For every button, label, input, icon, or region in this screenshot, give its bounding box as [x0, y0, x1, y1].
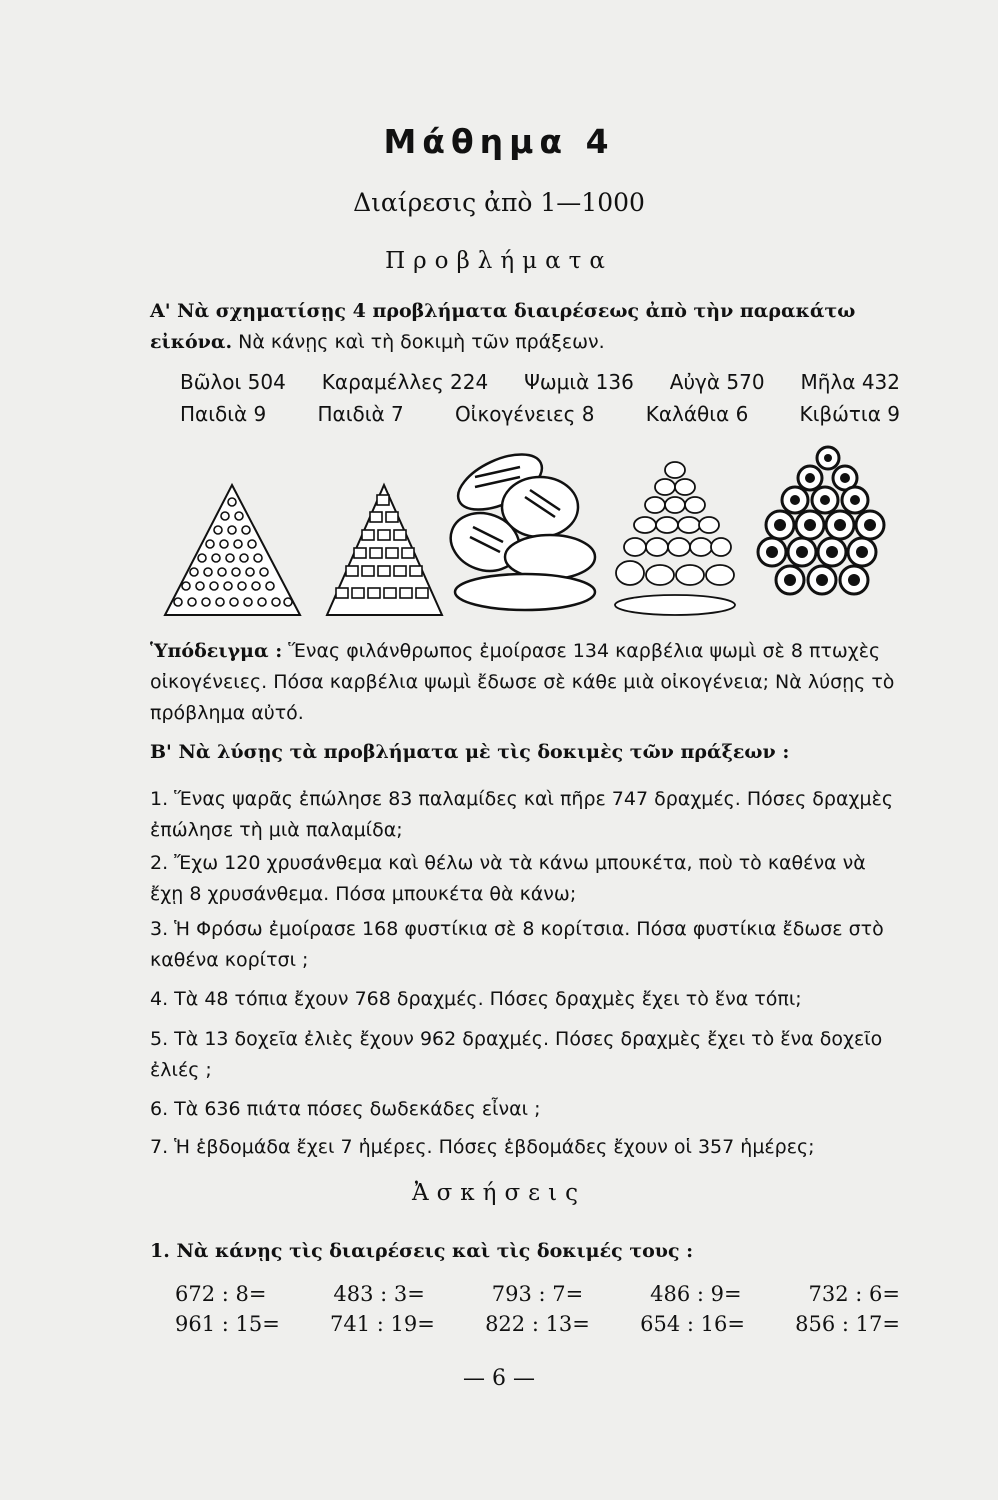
eggs-pile-illustration	[605, 455, 745, 620]
item-children-2: Παιδιὰ 7	[317, 402, 404, 426]
lesson-subtitle: Διαίρεσις ἀπὸ 1—1000	[353, 188, 645, 217]
division-item: 793 : 7=	[491, 1282, 584, 1306]
example-text: Ἕνας φιλάνθρωπος ἐμοίρασε 134 καρβέλια ψωμὶ σὲ 8 πτωχὲς οἰκογένειες. Πόσα καρβέλια ψωμὶ ἔδωσε σὲ κάθε μιὰ οἰκογένεια; Νὰ λύσῃς τὸ πρόβλημα αὐτό.	[150, 640, 895, 724]
division-item: 654 : 16=	[640, 1312, 745, 1336]
divisions-row-1	[175, 1282, 900, 1306]
section-a-rest: Νὰ κάνῃς καὶ τὴ δοκιμὴ τῶν πράξεων.	[238, 331, 605, 353]
item-children-1: Παιδιὰ 9	[180, 402, 267, 426]
apples-pile-illustration	[750, 440, 900, 600]
division-item: 732 : 6=	[808, 1282, 900, 1306]
problem-3: 3. Ἡ Φρόσω ἐμοίρασε 168 φυστίκια σὲ 8 κορίτσια. Πόσα φυστίκια ἔδωσε στὸ καθένα κορίτσι ;	[150, 918, 884, 971]
division-item: 486 : 9=	[650, 1282, 742, 1306]
section-a-instruction	[150, 296, 895, 358]
item-eggs: Αὐγὰ 570	[669, 370, 765, 394]
item-marbles: Βῶλοι 504	[180, 370, 286, 394]
problem-6: 6. Τὰ 636 πιάτα πόσες δωδεκάδες εἶναι ;	[150, 1098, 541, 1120]
problem-4: 4. Τὰ 48 τόπια ἔχουν 768 δραχμές. Πόσες δραχμὲς ἔχει τὸ ἕνα τόπι;	[150, 988, 802, 1010]
item-baskets: Καλάθια 6	[645, 402, 749, 426]
items-row-2	[180, 402, 900, 426]
division-item: 672 : 8=	[175, 1282, 267, 1306]
division-item: 741 : 19=	[330, 1312, 435, 1336]
section-a-label: Α' Νὰ σχηματίσῃς 4 προβλήματα διαιρέσεως ἀπὸ τὴν παρακάτω εἰκόνα.	[150, 300, 856, 353]
division-item: 856 : 17=	[795, 1312, 900, 1336]
candies-pile-illustration	[322, 480, 447, 620]
page-number: — 6 —	[463, 1366, 535, 1391]
division-item: 961 : 15=	[175, 1312, 280, 1336]
page-title: Μάθημα 4	[383, 122, 615, 161]
problem-7: 7. Ἡ ἑβδομάδα ἔχει 7 ἡμέρες. Πόσες ἑβδομάδες ἔχουν οἱ 357 ἡμέρες;	[150, 1136, 815, 1158]
example-paragraph	[150, 636, 895, 729]
item-apples: Μῆλα 432	[800, 370, 900, 394]
item-boxes: Κιβώτια 9	[799, 402, 900, 426]
marbles-pile-illustration	[160, 480, 305, 620]
divisions-row-2	[175, 1312, 900, 1336]
item-candies: Καραμέλλες 224	[321, 370, 489, 394]
items-row-1	[180, 370, 900, 394]
item-breads: Ψωμιὰ 136	[524, 370, 634, 394]
exercise-1-instruction: 1. Νὰ κάνῃς τὶς διαιρέσεις καὶ τὶς δοκιμές τους :	[150, 1240, 694, 1262]
problem-5: 5. Τὰ 13 δοχεῖα ἐλιὲς ἔχουν 962 δραχμές. Πόσες δραχμὲς ἔχει τὸ ἕνα δοχεῖο ἐλιές ;	[150, 1028, 883, 1081]
division-item: 822 : 13=	[485, 1312, 590, 1336]
division-item: 483 : 3=	[333, 1282, 425, 1306]
problem-2: 2. Ἔχω 120 χρυσάνθεμα καὶ θέλω νὰ τὰ κάνω μπουκέτα, ποὺ τὸ καθένα νὰ ἔχῃ 8 χρυσάνθεμα. Πόσα μπουκέτα θὰ κάνω;	[150, 852, 866, 905]
exercises-heading: Ἀσκήσεις	[412, 1180, 586, 1206]
example-label: Ὑπόδειγμα :	[150, 640, 283, 662]
problems-heading: Προβλήματα	[385, 248, 613, 274]
section-b-instruction: Β' Νὰ λύσῃς τὰ προβλήματα μὲ τὶς δοκιμὲς τῶν πράξεων :	[150, 741, 790, 763]
item-families: Οἰκογένειες 8	[454, 402, 595, 426]
problem-1: 1. Ἕνας ψαρᾶς ἐπώλησε 83 παλαμίδες καὶ πῆρε 747 δραχμές. Πόσες δραχμὲς ἐπώλησε τὴ μιὰ παλαμίδα;	[150, 788, 893, 841]
breads-pile-illustration	[445, 442, 605, 617]
